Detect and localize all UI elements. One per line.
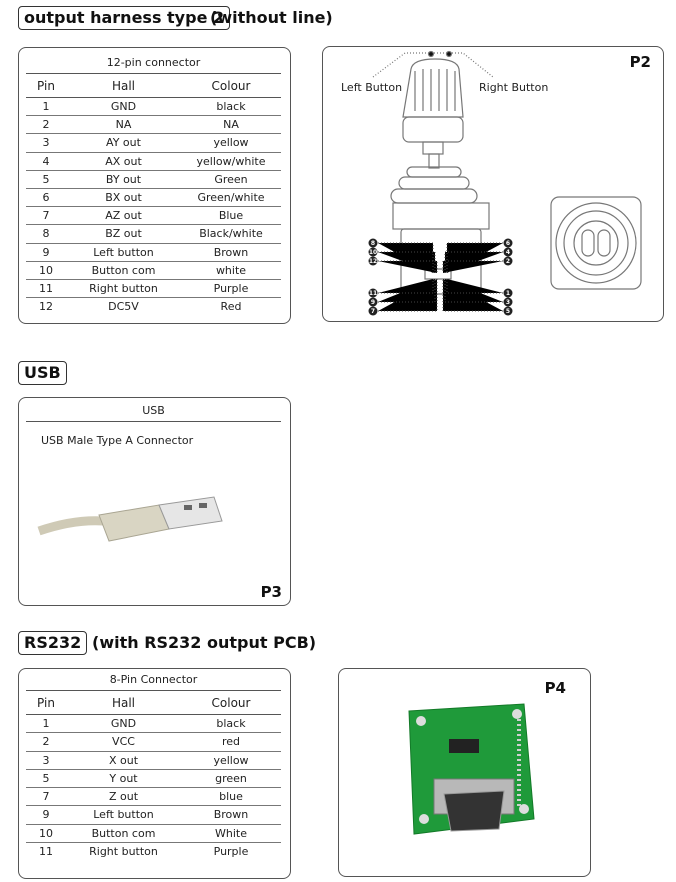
- cell-colour: yellow: [213, 753, 249, 767]
- cell-pin: 9: [42, 245, 50, 259]
- cell-hall: X out: [108, 753, 139, 767]
- cell-pin: 10: [39, 826, 53, 840]
- cell-hall: Z out: [108, 790, 139, 804]
- section-heading-usb: USB: [18, 361, 67, 385]
- cell-colour: Green/white: [197, 190, 265, 204]
- cell-colour: Purple: [213, 281, 249, 295]
- cell-hall: Button com: [91, 263, 156, 277]
- header-pin: Pin: [37, 79, 55, 93]
- right-button-label: Right Button: [479, 81, 549, 94]
- cell-colour: NA: [223, 118, 239, 132]
- cell-hall: DC5V: [108, 300, 139, 314]
- usb-connector-image: [34, 493, 244, 553]
- section-heading-rs232: RS232: [18, 631, 87, 655]
- table-row: [26, 225, 281, 243]
- cell-colour: Purple: [213, 845, 249, 859]
- table-header: [26, 74, 281, 98]
- table-row: [26, 752, 281, 770]
- table-body: [26, 715, 281, 861]
- cell-colour: yellow: [213, 136, 249, 150]
- header-hall: Hall: [111, 696, 136, 710]
- table-row: [26, 116, 281, 134]
- left-button-label: Left Button: [341, 81, 403, 94]
- header-pin: Pin: [37, 696, 55, 710]
- table-row: [26, 280, 281, 298]
- cell-colour: White: [215, 826, 247, 840]
- pin-number: 5: [505, 308, 511, 315]
- table-row: [26, 825, 281, 843]
- cell-colour: blue: [219, 790, 243, 804]
- pin-number: 7: [370, 308, 376, 315]
- pin-number: 3: [505, 299, 511, 306]
- usb-panel: [18, 397, 291, 606]
- table-header: [26, 691, 281, 715]
- cell-hall: AY out: [106, 136, 141, 150]
- cell-hall: Right button: [89, 281, 158, 295]
- cell-hall: BX out: [105, 190, 142, 204]
- cell-pin: 12: [39, 300, 53, 314]
- pin-number: 9: [370, 299, 376, 306]
- cell-pin: 9: [42, 808, 50, 822]
- header-colour: Colour: [211, 696, 251, 710]
- cell-hall: AZ out: [105, 209, 142, 223]
- usb-description: USB Male Type A Connector: [41, 434, 194, 447]
- pin-number: 8: [370, 240, 376, 247]
- table-row: [26, 153, 281, 171]
- pin-number: 11: [368, 290, 378, 297]
- table-title: 8-Pin Connector: [26, 667, 281, 691]
- cell-colour: green: [215, 771, 247, 785]
- pin-number: 1: [505, 290, 511, 297]
- cell-hall: VCC: [112, 735, 135, 749]
- cell-hall: GND: [110, 717, 137, 730]
- cell-hall: Left button: [93, 808, 154, 822]
- cell-colour: Black/white: [199, 227, 263, 241]
- table-row: [26, 715, 281, 733]
- rs232-pcb-image: [389, 699, 549, 869]
- pin-table-panel-12: [18, 47, 291, 324]
- cell-pin: 3: [42, 753, 50, 767]
- cell-pin: 11: [39, 845, 53, 859]
- cell-pin: 1: [42, 100, 50, 113]
- section-subheading-harness: (without line): [210, 8, 333, 27]
- cell-colour: white: [215, 263, 247, 277]
- cell-colour: black: [216, 717, 246, 730]
- cell-pin: 1: [42, 717, 50, 730]
- cell-hall: Right button: [89, 845, 158, 859]
- table-row: [26, 770, 281, 788]
- table-row: [26, 189, 281, 207]
- table-row: [26, 134, 281, 152]
- table-row: [26, 806, 281, 824]
- pin-number: 10: [368, 249, 378, 256]
- cell-hall: NA: [115, 118, 132, 132]
- header-hall: Hall: [111, 79, 136, 93]
- pin-number: 2: [505, 258, 511, 265]
- table-row: [26, 843, 281, 861]
- table-row: [26, 244, 281, 262]
- joystick-diagram-panel: [322, 46, 664, 322]
- pin-number: 6: [505, 240, 511, 247]
- cell-colour: Brown: [213, 245, 249, 259]
- cell-pin: 2: [42, 118, 50, 132]
- figure-label-p2: P2: [629, 53, 651, 71]
- cell-colour: Green: [214, 172, 248, 186]
- cell-colour: Brown: [213, 808, 249, 822]
- cell-pin: 2: [42, 735, 50, 749]
- pcb-panel: [338, 668, 591, 877]
- table-row: [26, 298, 281, 316]
- cell-hall: AX out: [105, 154, 142, 168]
- cell-pin: 5: [42, 771, 50, 785]
- cell-colour: yellow/white: [196, 154, 266, 168]
- table-row: [26, 207, 281, 225]
- pin-table-8: [26, 667, 281, 861]
- cell-colour: black: [216, 100, 246, 113]
- pin-number: 12: [368, 258, 378, 265]
- usb-panel-title: USB: [26, 400, 281, 422]
- cell-hall: BZ out: [105, 227, 142, 241]
- section-heading-harness: output harness type 2: [18, 6, 230, 30]
- figure-label-p3: P3: [260, 583, 282, 601]
- cell-pin: 5: [42, 172, 50, 186]
- cell-pin: 6: [42, 190, 50, 204]
- table-row: [26, 788, 281, 806]
- cell-hall: Button com: [91, 826, 156, 840]
- pin-table-12: [26, 50, 281, 316]
- cell-hall: GND: [110, 100, 137, 113]
- cell-colour: Blue: [218, 209, 244, 223]
- table-row: [26, 733, 281, 751]
- cell-colour: Red: [220, 300, 242, 314]
- pin-number: 4: [505, 249, 511, 256]
- cell-hall: Left button: [93, 245, 154, 259]
- cell-pin: 3: [42, 136, 50, 150]
- table-row: [26, 262, 281, 280]
- cell-hall: Y out: [109, 771, 138, 785]
- table-row: [26, 98, 281, 116]
- cell-pin: 11: [39, 281, 53, 295]
- section-subheading-rs232: (with RS232 output PCB): [92, 633, 317, 652]
- cell-hall: BY out: [105, 172, 142, 186]
- cell-pin: 7: [42, 209, 50, 223]
- header-colour: Colour: [211, 79, 251, 93]
- joystick-drawing: [323, 47, 665, 323]
- table-row: [26, 171, 281, 189]
- cell-pin: 8: [42, 227, 50, 241]
- table-body: [26, 98, 281, 316]
- cell-colour: red: [221, 735, 241, 749]
- cell-pin: 10: [39, 263, 53, 277]
- cell-pin: 7: [42, 790, 50, 804]
- cell-pin: 4: [42, 154, 50, 168]
- table-title: 12-pin connector: [26, 50, 281, 74]
- figure-label-p4: P4: [544, 679, 566, 697]
- pin-table-panel-8: [18, 668, 291, 879]
